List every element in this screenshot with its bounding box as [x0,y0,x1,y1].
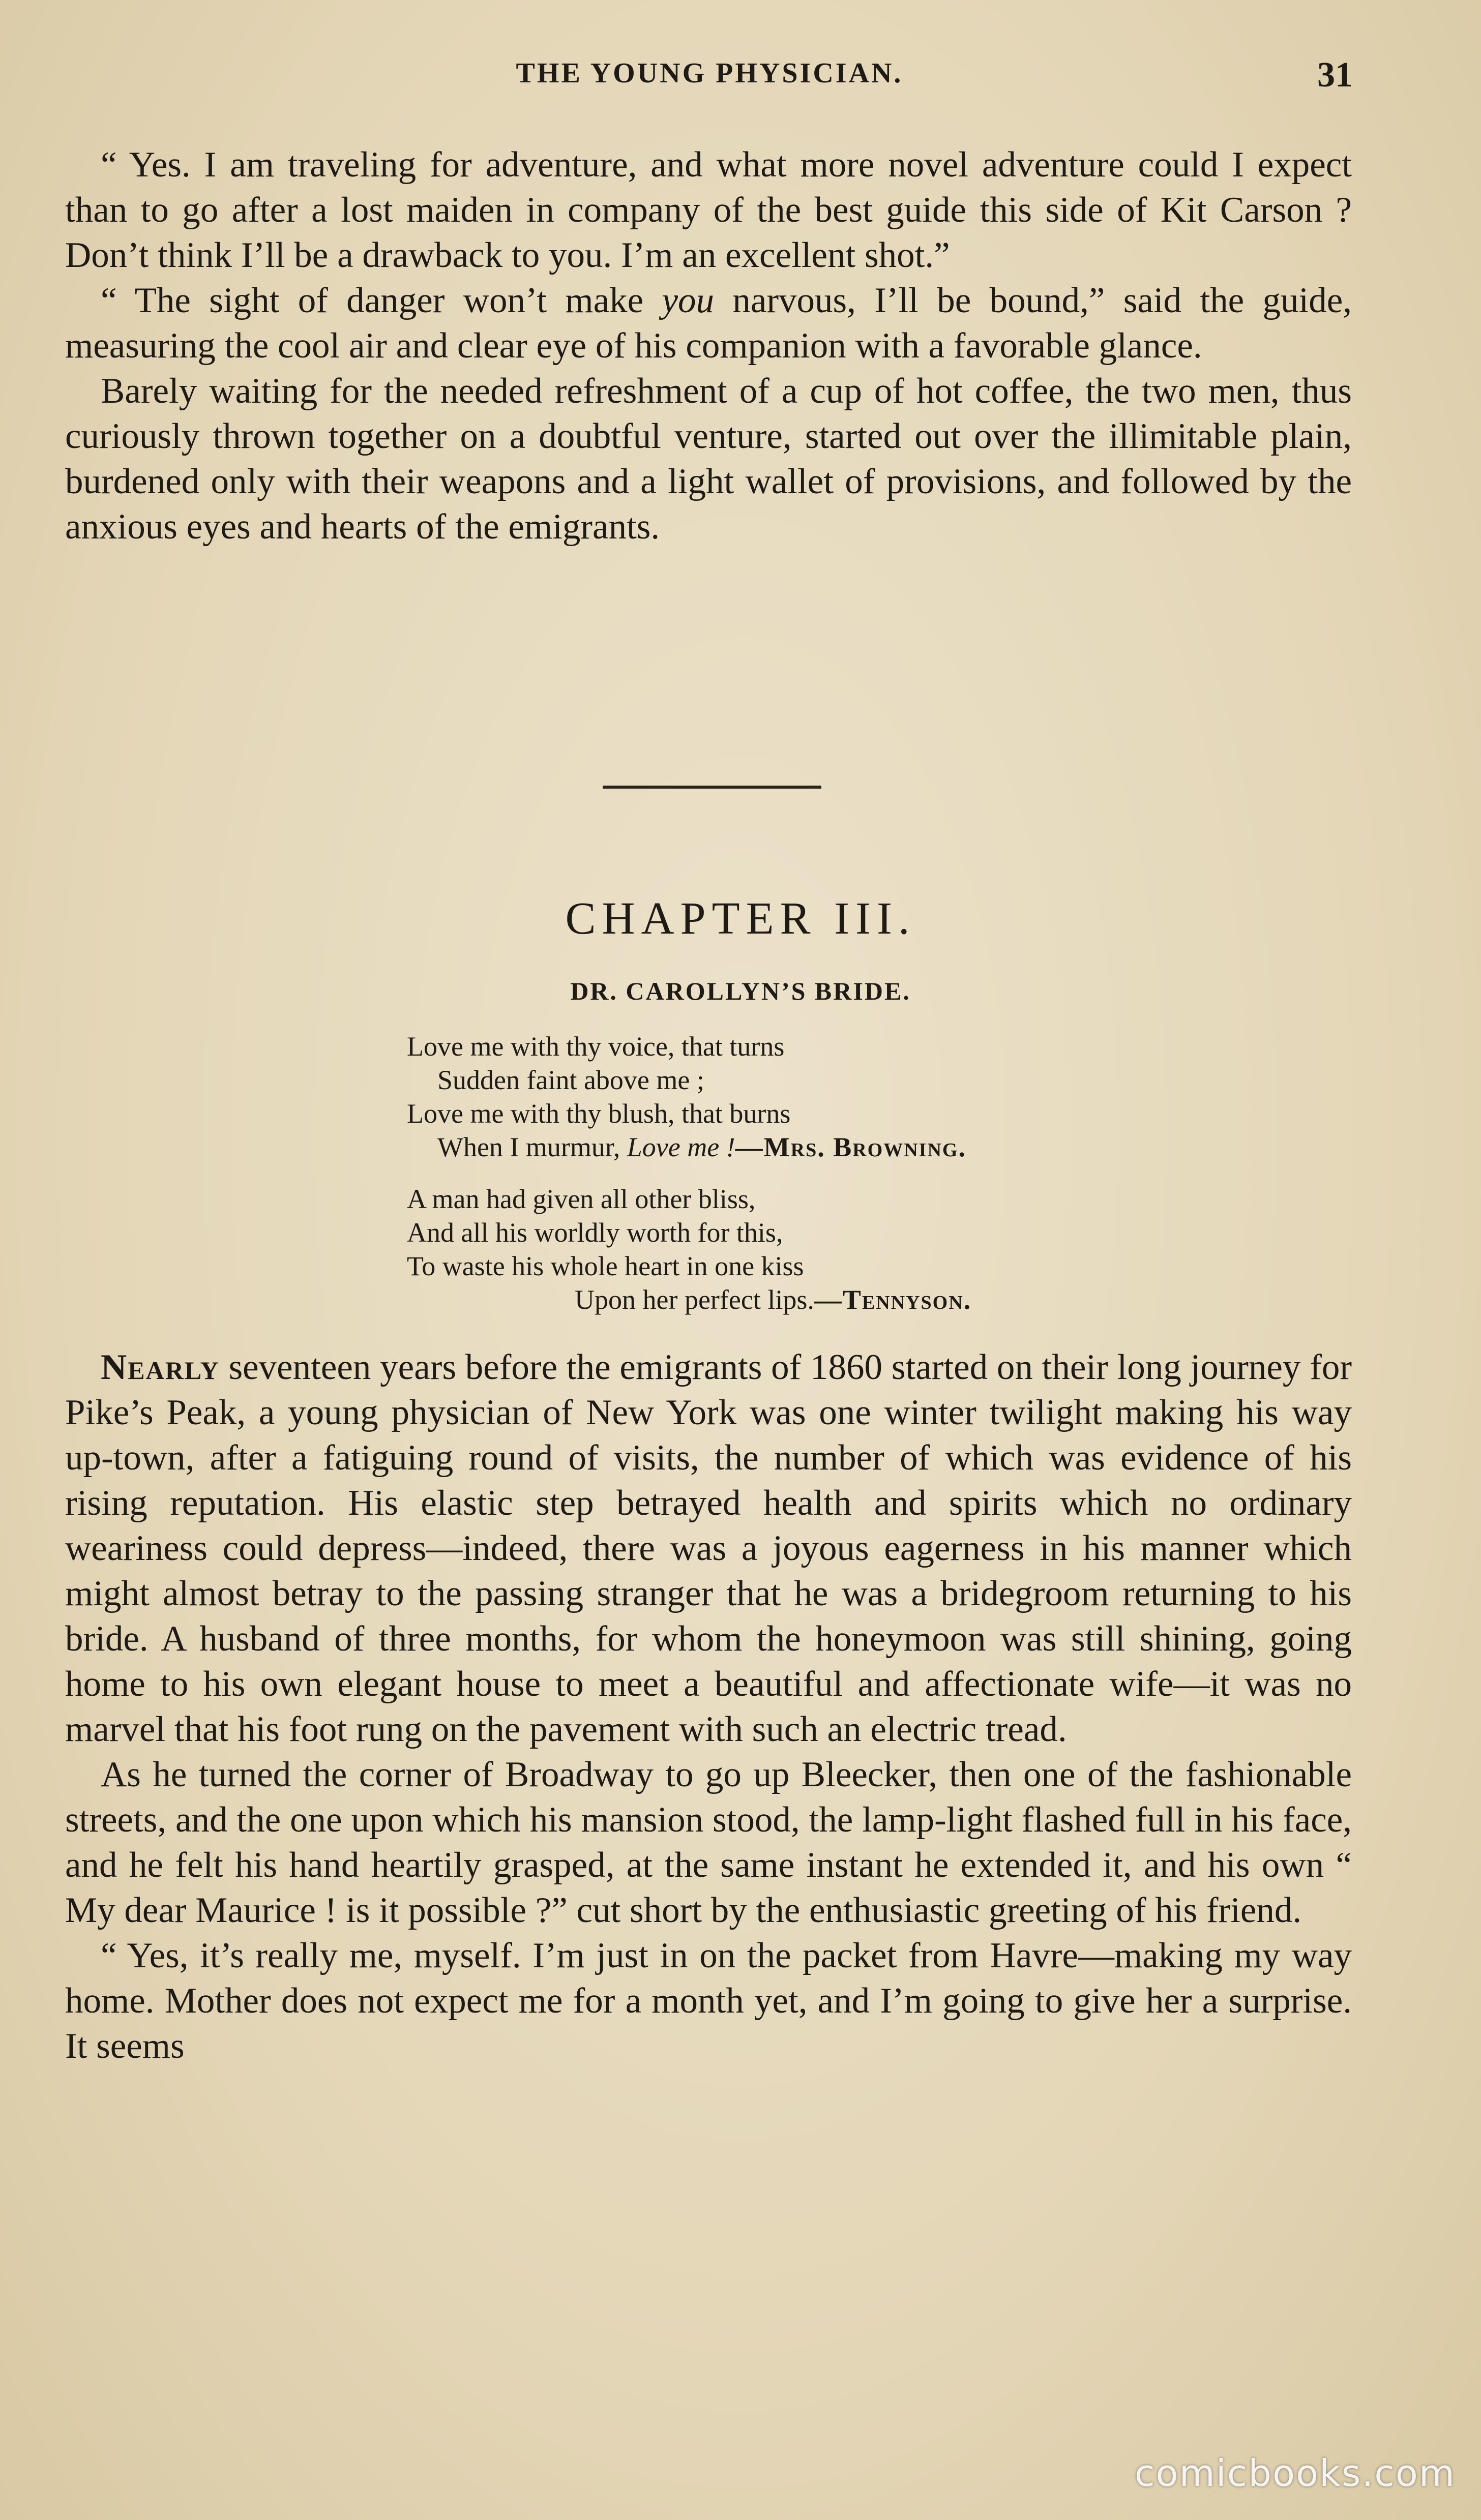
chapter-title: CHAPTER III. [565,893,916,944]
guide-text-pre: “ The sight of danger won’t make [101,281,662,320]
paragraph-departure: Barely waiting for the needed refreshment of a cup of hot coffee, the two men, thus curiously thrown together on a doubtful venture, started out over the illimitable plain, burdened only with their weapons and a light wallet of provisions, and followed by the anxious eyes and hearts of the emigrants. [65,371,1352,547]
watermark: comicbooks.com [1134,2452,1456,2495]
opening-text: seventeen years before the emigrants of 1860 started on their long journey for Pike’s Peak, a young physician of New York was one winter twilight making his way up-town, after a fatiguing round of visits, the number of which was evidence of his rising reputation. His elastic step betrayed health and spirits which no ordinary weariness could depress—indeed, there was a joyous eagerness in his manner which might almost betray to the passing stranger that he was a bridegroom returning to his bride. A husband of three months, for whom the honeymoon was still shining, going home to his own elegant house to meet a beautiful and affectionate wife—it was no marvel that his foot rung on the pavement with such an electric tread. [65,1347,1352,1749]
guide-text-post: narvous, I’ll be bound,” said the guide, measuring the cool air and clear eye of his companion with a favorable glance. [65,281,1352,366]
epigraph-tennyson [407,1182,1271,1316]
epigraph-line: Love me with thy voice, that turns [407,1031,785,1062]
guide-text-emphasis: you [662,281,714,320]
epigraph-attribution: —Mrs. Browning. [735,1132,966,1162]
epigraph-emphasis: Love me ! [627,1132,735,1162]
lead-word: Nearly [101,1347,220,1387]
paragraph-chapter-opening [65,1345,1352,1752]
epigraph-line: To waste his whole heart in one kiss [407,1251,804,1281]
paragraph-adventure: “ Yes. I am traveling for adventure, and what more novel adventure could I expect than to go after a lost maiden in company of the best guide this side of Kit Carson ? Don’t think I’ll be a drawback to you. I’m an excellent shot.” [65,145,1352,275]
epigraph-line [407,1130,1271,1164]
epigraph-line [407,1283,1271,1316]
running-head [66,55,1353,96]
epigraph-attribution: —Tennyson. [814,1284,972,1315]
section-divider [603,786,821,789]
paragraph-packet: “ Yes, it’s really me, myself. I’m just in on the packet from Havre—making my way home. Mother does not expect me for a month yet, and I’m going to give her a surprise. It seems [65,1936,1352,2066]
paragraph-broadway: As he turned the corner of Broadway to go up Bleecker, then one of the fashionable streets, and the one upon which his mansion stood, the lamp-light flashed full in his face, and he felt his hand heartily grasped, at the same instant he extended it, and his own “ My dear Maurice ! is it possible ?” cut short by the enthusiastic greeting of his friend. [65,1755,1352,1930]
epigraph-line: Sudden faint above me ; [437,1065,704,1095]
opening-text-block [65,142,1352,550]
epigraph-browning [407,1030,1271,1164]
epigraph-line-text: Upon her perfect lips. [575,1284,814,1315]
epigraph-line: And all his worldly worth for this, [407,1217,783,1248]
epigraph-line: Love me with thy blush, that burns [407,1098,791,1129]
chapter-text-block [65,1345,1352,2069]
running-title: THE YOUNG PHYSICIAN. [516,57,903,89]
chapter-subtitle: DR. CAROLLYN’S BRIDE. [570,977,911,1005]
paragraph-guide [65,278,1352,369]
page-number: 31 [1317,55,1353,95]
epigraph-line: A man had given all other bliss, [407,1184,756,1214]
epigraph-line-text: When I murmur, [437,1132,627,1162]
